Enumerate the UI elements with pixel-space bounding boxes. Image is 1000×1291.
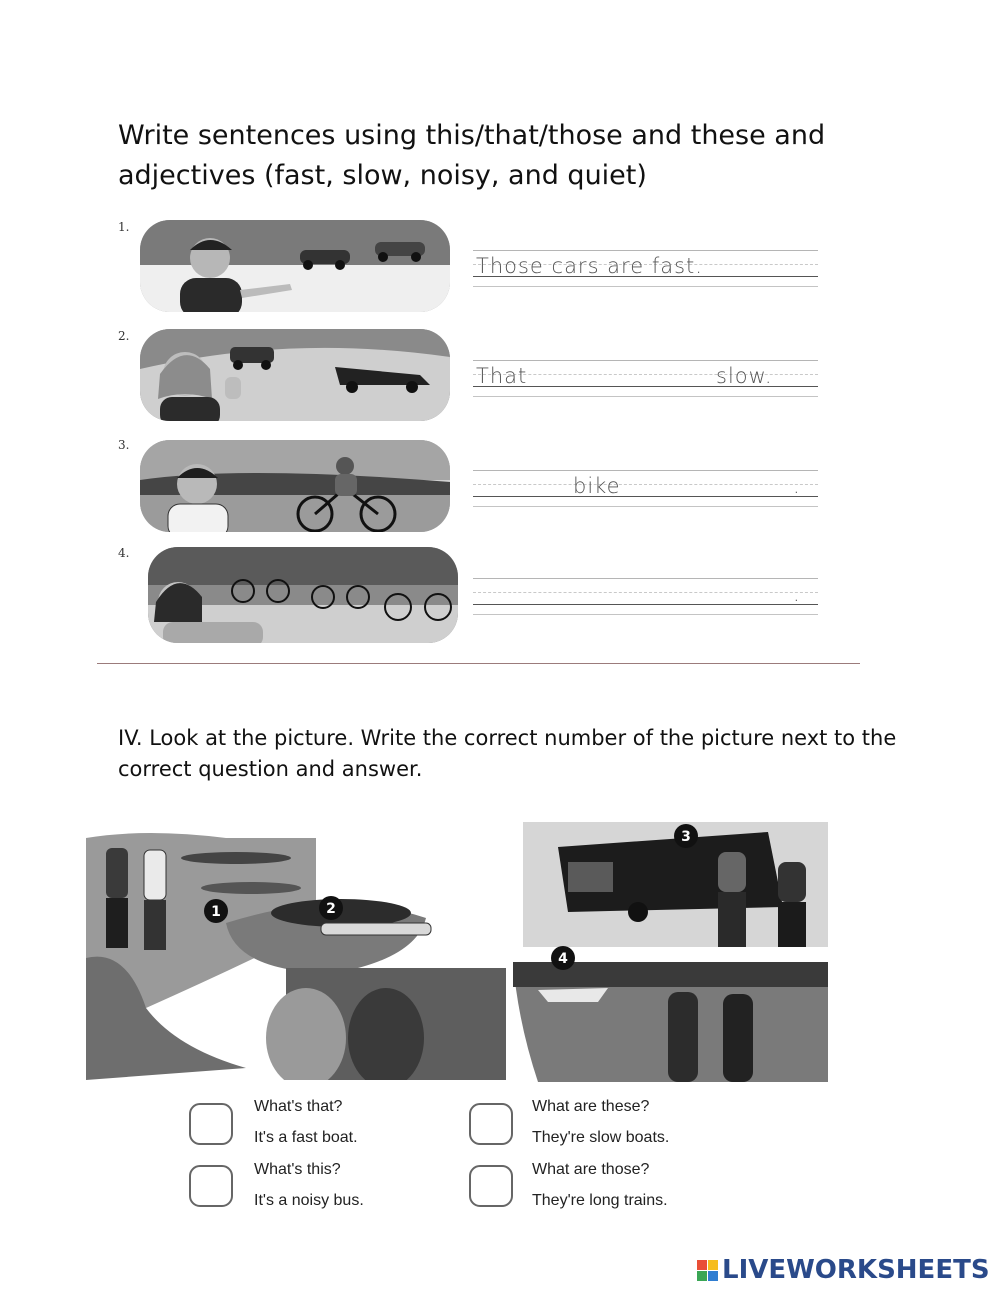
boy-pointing-at-toy-cars-icon xyxy=(140,220,450,312)
liveworksheets-logo[interactable] xyxy=(697,1255,990,1285)
instruction-part2: IV. Look at the picture. Write the correct number of the picture next to the correct question and answer. xyxy=(118,726,897,781)
picture-1 xyxy=(140,220,450,312)
option-2-question: What are these? xyxy=(532,1098,650,1115)
item-number-3: 3. xyxy=(118,438,130,452)
item-number-1: 1. xyxy=(118,220,130,234)
answer-text-4: . xyxy=(793,582,801,606)
item-number-2: 2. xyxy=(118,329,130,343)
option-4-answer: They're long trains. xyxy=(532,1192,668,1209)
answer-text-1: Those cars are fast. xyxy=(476,254,703,278)
answer-lines-4[interactable] xyxy=(473,578,818,618)
option-1-answer: It's a fast boat. xyxy=(254,1129,358,1146)
girl-waving-at-toy-cars-icon xyxy=(140,329,450,421)
answer-lines-1[interactable] xyxy=(473,250,818,290)
option-2 xyxy=(532,1091,669,1153)
logo-text: LIVEWORKSHEETS xyxy=(722,1255,990,1285)
section-divider xyxy=(97,663,860,664)
scene-number-1: 1 xyxy=(211,904,221,920)
scene-bus-and-boat xyxy=(508,812,828,1084)
scene-rivers-and-train xyxy=(86,808,506,1080)
option-1-question: What's that? xyxy=(254,1098,343,1115)
item-number-4: 4. xyxy=(118,546,130,560)
option-4-question: What are those? xyxy=(532,1161,650,1178)
picture-4 xyxy=(148,547,458,643)
girl-pointing-at-cyclists-icon xyxy=(148,547,458,643)
scene-number-2: 2 xyxy=(326,901,336,917)
answer-box-1[interactable] xyxy=(189,1103,233,1145)
scene-number-3: 3 xyxy=(681,829,691,845)
option-2-answer: They're slow boats. xyxy=(532,1129,670,1146)
answer-text-3a: bike xyxy=(573,474,621,498)
answer-lines-3[interactable] xyxy=(473,470,818,510)
answer-text-2b: slow. xyxy=(716,364,773,388)
instruction-part1: Write sentences using this/that/those and these and adjectives (fast, slow, noisy, and quiet) xyxy=(118,120,826,191)
answer-box-4[interactable] xyxy=(469,1165,513,1207)
picture-3 xyxy=(140,440,450,532)
option-1 xyxy=(254,1091,358,1153)
boy-looking-at-cyclist-icon xyxy=(140,440,450,532)
answer-box-3[interactable] xyxy=(189,1165,233,1207)
option-3-question: What's this? xyxy=(254,1161,341,1178)
option-3 xyxy=(254,1154,364,1216)
answer-text-3b: . xyxy=(793,474,801,498)
picture-2 xyxy=(140,329,450,421)
answer-box-2[interactable] xyxy=(469,1103,513,1145)
logo-squares-icon xyxy=(697,1260,718,1281)
answer-text-2a: That xyxy=(476,364,528,388)
option-3-answer: It's a noisy bus. xyxy=(254,1192,364,1209)
answer-lines-2[interactable] xyxy=(473,360,818,400)
option-4 xyxy=(532,1154,668,1216)
scene-number-4: 4 xyxy=(558,951,568,967)
